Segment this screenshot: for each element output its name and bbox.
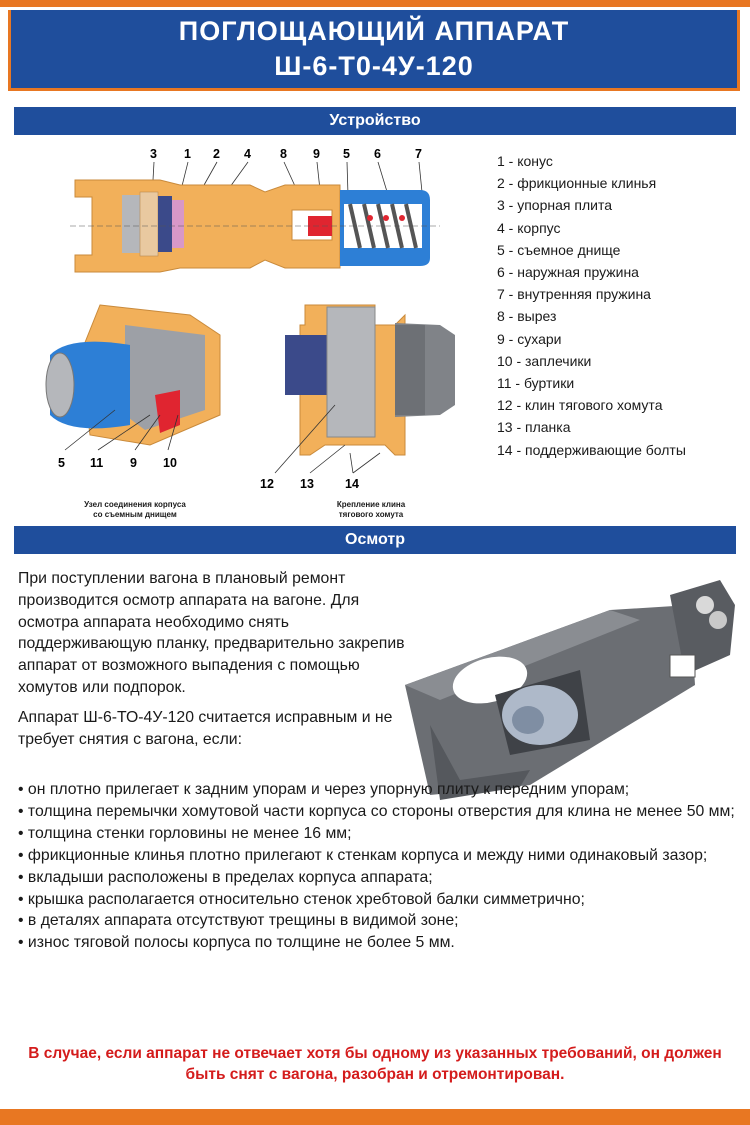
condition-item: • в деталях аппарата отсутствуют трещины в видимой зоне; <box>18 912 459 930</box>
legend-item: 9 - сухари <box>497 330 562 347</box>
device-3d-illustration <box>400 575 745 805</box>
page-title: ПОГЛОЩАЮЩИЙ АППАРАТ <box>178 16 570 46</box>
legend-item: 6 - наружная пружина <box>497 264 639 281</box>
callout-label: 13 <box>300 477 314 491</box>
legend-item: 12 - клин тягового хомута <box>497 397 663 414</box>
page-subtitle: Ш-6-Т0-4У-120 <box>274 51 474 81</box>
callout-label: 10 <box>163 456 177 470</box>
legend-item: 13 - планка <box>497 419 571 436</box>
legend-item: 3 - упорная плита <box>497 197 612 214</box>
legend-item: 10 - заплечики <box>497 352 592 369</box>
callout-label: 3 <box>150 147 157 161</box>
condition-item: • толщина стенки горловины не менее 16 мм; <box>18 824 352 842</box>
top-stripe <box>0 0 750 7</box>
body-bottom-joint-diagram <box>30 295 230 495</box>
callout-label: 5 <box>343 147 350 161</box>
inspection-paragraph-2: Аппарат Ш-6-ТО-4У-120 считается исправным и не требует снятия с вагона, если: <box>18 708 393 748</box>
callout-label: 9 <box>130 456 137 470</box>
device-section-diagram <box>60 140 480 280</box>
legend-item: 14 - поддерживающие болты <box>497 441 686 458</box>
condition-item: • крышка располагается относительно стенок хребтовой балки симметрично; <box>18 890 585 908</box>
parts-legend <box>497 150 737 461</box>
legend-item: 8 - вырез <box>497 308 557 325</box>
condition-list <box>18 779 738 954</box>
condition-item: • вкладыши расположены в пределах корпуса аппарата; <box>18 868 433 886</box>
callout-label: 2 <box>213 147 220 161</box>
warning-text: В случае, если аппарат не отвечает хотя бы одному из указанных требований, он должен быть снят с вагона, разобран и отремонтирован. <box>28 1045 722 1083</box>
inspection-paragraph-1: При поступлении вагона в плановый ремонт производится осмотр аппарата на вагоне. Для осмотра аппарата необходимо снять поддерживающую планку, предварительно закрепив аппарат от возможного выпадения с помощью хомутов или подпорок. <box>18 570 405 696</box>
callout-label: 7 <box>415 147 422 161</box>
legend-item: 11 - буртики <box>497 375 575 392</box>
callout-label: 8 <box>280 147 287 161</box>
callout-label: 11 <box>90 456 104 470</box>
left-diagram-caption: Узел соединения корпуса со съемным днищем <box>84 500 186 519</box>
callout-label: 4 <box>244 147 251 161</box>
callout-label: 9 <box>313 147 320 161</box>
callout-label: 1 <box>184 147 191 161</box>
condition-item: • толщина перемычки хомутовой части корпуса со стороны отверстия для клина не менее 50 мм; <box>18 802 735 820</box>
legend-item: 4 - корпус <box>497 219 561 236</box>
condition-item: • он плотно прилегает к задним упорам и через упорную плиту к передним упорам; <box>18 781 630 798</box>
inspection-intro <box>18 568 418 758</box>
callout-label: 6 <box>374 147 381 161</box>
section-header-device: Устройство <box>14 107 736 135</box>
legend-item: 7 - внутренняя пружина <box>497 286 651 303</box>
section-header-inspection: Осмотр <box>14 526 736 554</box>
condition-item: • износ тяговой полосы корпуса по толщине не более 5 мм. <box>18 934 455 952</box>
condition-item: • фрикционные клинья плотно прилегают к стенкам корпуса и между ними одинаковый зазор; <box>18 846 708 864</box>
legend-item: 2 - фрикционные клинья <box>497 175 657 192</box>
legend-item: 5 - съемное днище <box>497 241 621 258</box>
right-diagram-caption: Крепление клина тягового хомута <box>336 500 406 519</box>
callout-label: 14 <box>345 477 359 491</box>
callout-label: 12 <box>260 477 274 491</box>
wedge-mount-diagram <box>255 295 475 495</box>
callout-numbers <box>150 147 422 161</box>
callout-label: 5 <box>58 456 65 470</box>
bottom-stripe <box>0 1109 750 1125</box>
title-banner <box>8 10 740 91</box>
legend-item: 1 - конус <box>497 153 553 169</box>
